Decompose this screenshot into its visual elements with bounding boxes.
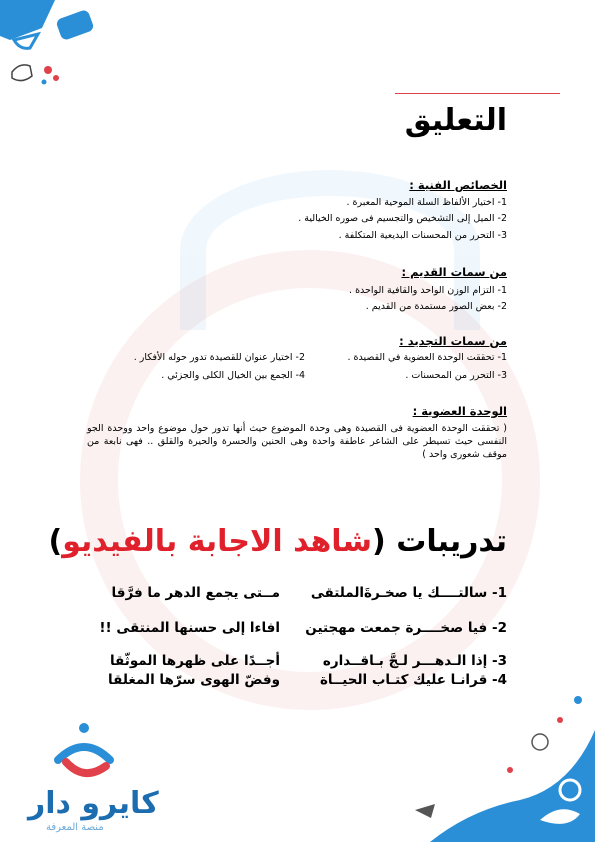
verse-second-hemistich: وفضّ الهوى سرّها المغلقا <box>108 672 280 688</box>
section-heading-organic-unity: الوحدة العضوية : <box>412 404 507 418</box>
list-item: 3- التحرر من المحسنات البديعية المتكلفة . <box>338 230 507 241</box>
verse-second-hemistich: أجــدًا على ظهرها الموثّقا <box>109 653 280 669</box>
list-item: 1- التزام الوزن الواحد والقافية الواحدة . <box>349 285 507 296</box>
exercises-title-word: تدريبات <box>396 524 507 559</box>
exercises-video-answer-link[interactable]: شاهد الاجابة بالفيديو <box>62 524 373 559</box>
list-item: 2- بعض الصور مستمدة من القديم . <box>365 301 507 312</box>
logo-tagline: منصة المعرفة <box>46 822 104 833</box>
section-heading-artistic: الخصائص الفنية : <box>409 178 507 192</box>
verse-second-hemistich: افاءا إلى حسنها المنتقى !! <box>99 620 280 636</box>
verse-first-hemistich: 3- إذا الـدهـــر لـجَّ بـاقــداره <box>322 653 507 669</box>
list-item: 2- اختيار عنوان للقصيدة تدور حوله الأفكار . <box>133 352 305 363</box>
organic-unity-paragraph: ( تحققت الوحدة العضوية فى القصيدة وهى وحدة الموضوع حيث أنها تدور حول موضوع واحد ووحدة الجو النفسى حيث تسيطر على الشاعر عاطفة واحدة وهى الحنين والحسرة والحيرة والقلق .. فهى نابعة من موقف شعورى واحد ) <box>87 423 507 460</box>
list-item: 3- التحرر من المحسنات . <box>405 370 507 381</box>
section-heading-new: من سمات التجديد : <box>399 334 507 348</box>
verse-first-hemistich: 4- قرانـا عليك كتـاب الحيــاة <box>319 672 507 688</box>
verse-first-hemistich: 1- سالتــــك يا صخـرةَالملتقى <box>310 585 507 601</box>
verse-first-hemistich: 2- فيا صخــــرة جمعت مهجتين <box>305 620 507 636</box>
list-item: 2- الميل إلى التشخيص والتجسيم فى صوره الخيالية . <box>298 213 507 224</box>
page-title: التعليق <box>404 103 507 138</box>
exercises-paren-open: ( <box>372 524 386 559</box>
exercises-title <box>49 524 507 559</box>
cairodar-logo-icon <box>48 720 120 786</box>
exercises-paren-close: ) <box>48 524 63 559</box>
title-underline <box>395 93 560 94</box>
lab-decoration-icon <box>0 0 120 100</box>
logo-name: كايرو دار <box>28 786 159 821</box>
verse-second-hemistich: مــتى يجمع الدهر ما فرَّقا <box>111 585 280 601</box>
section-heading-old: من سمات القديم : <box>401 265 507 279</box>
list-item: 1- تحققت الوحدة العضوية في القصيدة . <box>347 352 507 363</box>
list-item: 4- الجمع بين الخيال الكلى والجزئي . <box>161 370 305 381</box>
list-item: 1- اختيار الألفاظ السلة الموحية المعبرة . <box>346 197 507 208</box>
science-decoration-icon <box>410 670 595 842</box>
